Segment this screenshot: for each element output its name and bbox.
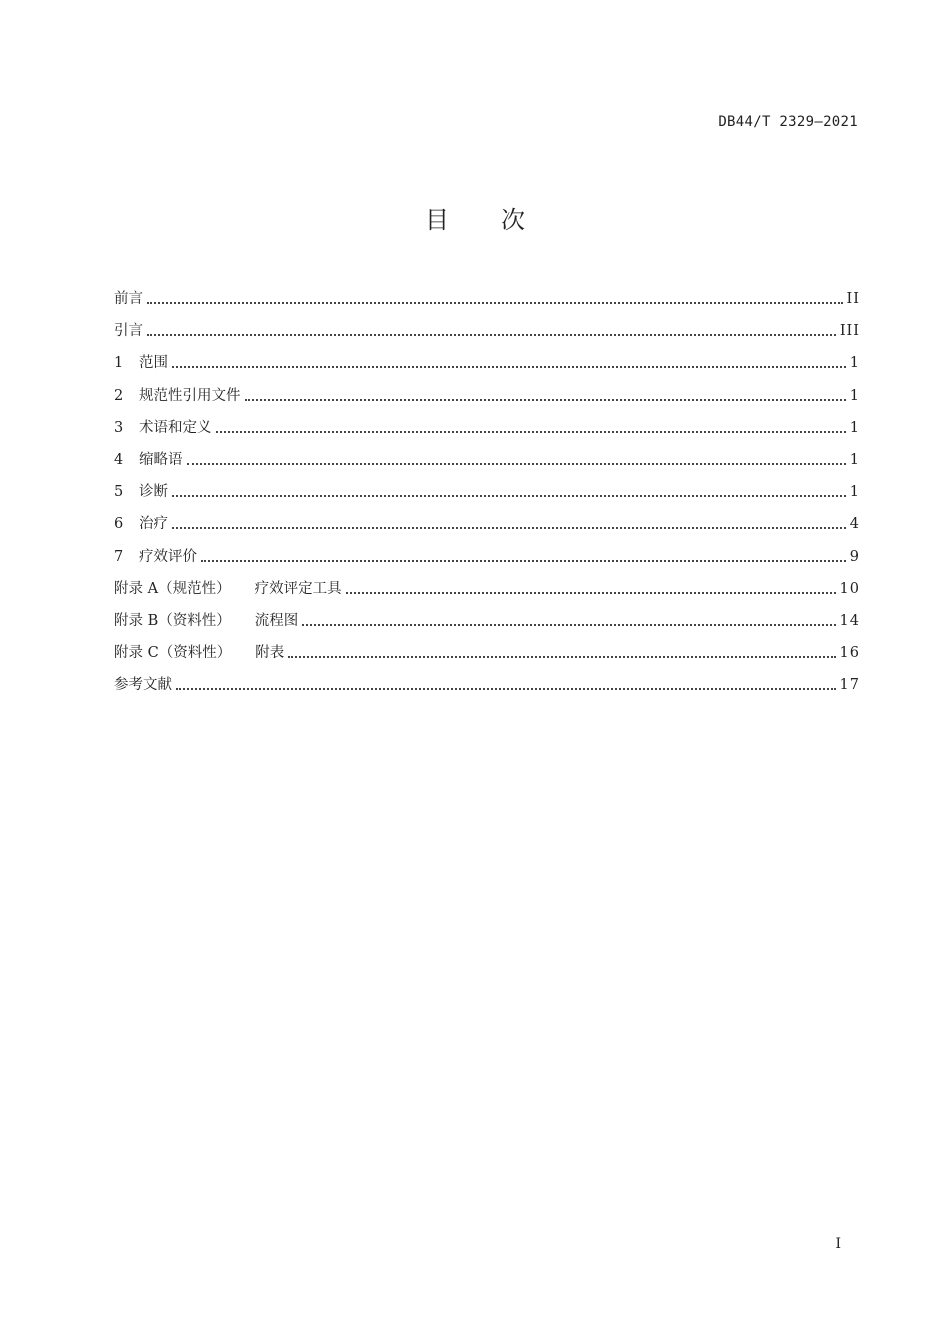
toc-entry-number: 3 bbox=[114, 419, 124, 436]
toc-leader-dots bbox=[147, 292, 843, 306]
toc-entry-label: 引言 bbox=[114, 323, 143, 340]
toc-entry-page: 16 bbox=[839, 645, 860, 662]
toc-entry-page: 1 bbox=[849, 419, 860, 436]
toc-entry-scope[interactable] bbox=[114, 347, 860, 379]
toc-leader-dots bbox=[216, 421, 846, 435]
toc-entry-page: 4 bbox=[849, 516, 860, 533]
toc-leader-dots bbox=[172, 356, 846, 370]
toc-entry-subtitle: 流程图 bbox=[254, 612, 299, 629]
toc-entry-label: 规范性引用文件 bbox=[139, 387, 241, 404]
toc-leader-dots bbox=[172, 485, 846, 499]
toc-title-char-1: 目 bbox=[425, 206, 449, 234]
toc-entry-label: 缩略语 bbox=[139, 451, 183, 468]
toc-entry-subtitle: 疗效评定工具 bbox=[254, 580, 342, 597]
toc-leader-dots bbox=[288, 646, 835, 660]
toc-entry-page: 1 bbox=[849, 355, 860, 372]
toc-entry-number: 7 bbox=[114, 548, 124, 565]
toc-entry-number: 2 bbox=[114, 387, 124, 404]
toc-entry-label: 范围 bbox=[139, 355, 168, 372]
toc-entry-number: 6 bbox=[114, 516, 124, 533]
toc-entry-page: 1 bbox=[849, 451, 860, 468]
toc-entry-label: 附录 C（资料性） bbox=[114, 645, 232, 662]
toc-entry-terms-definitions[interactable] bbox=[114, 412, 860, 444]
toc-entry-label: 前言 bbox=[114, 291, 143, 307]
toc-entry-label: 术语和定义 bbox=[139, 419, 212, 436]
standard-code: DB44/T 2329—2021 bbox=[718, 114, 858, 130]
toc-entry-number: 5 bbox=[114, 484, 124, 501]
toc-entry-appendix-a[interactable] bbox=[114, 573, 860, 605]
toc-entry-label: 治疗 bbox=[139, 516, 168, 533]
toc-entry-label: 诊断 bbox=[139, 484, 168, 501]
toc-entry-appendix-b[interactable] bbox=[114, 605, 860, 637]
table-of-contents bbox=[114, 283, 860, 701]
toc-entry-abbreviations[interactable] bbox=[114, 444, 860, 476]
toc-leader-dots bbox=[201, 550, 846, 564]
toc-leader-dots bbox=[245, 389, 846, 403]
toc-entry-appendix-c[interactable] bbox=[114, 637, 860, 669]
toc-entry-foreword[interactable] bbox=[114, 283, 860, 315]
toc-entry-efficacy-evaluation[interactable] bbox=[114, 541, 860, 573]
toc-entry-page: II bbox=[846, 291, 860, 307]
toc-entry-page: 1 bbox=[849, 387, 860, 404]
toc-entry-diagnosis[interactable] bbox=[114, 476, 860, 508]
toc-leader-dots bbox=[172, 517, 846, 531]
toc-entry-page: 14 bbox=[839, 612, 860, 629]
toc-leader-dots bbox=[187, 453, 846, 467]
toc-entry-subtitle: 附表 bbox=[255, 645, 285, 662]
toc-entry-number: 4 bbox=[114, 451, 124, 468]
toc-leader-dots bbox=[176, 678, 836, 692]
toc-entry-label: 附录 B（资料性） bbox=[114, 612, 231, 629]
toc-entry-label: 附录 A（规范性） bbox=[114, 580, 231, 597]
toc-entry-page: 1 bbox=[849, 484, 860, 501]
toc-leader-dots bbox=[346, 582, 836, 596]
toc-entry-normative-references[interactable] bbox=[114, 380, 860, 412]
toc-entry-treatment[interactable] bbox=[114, 508, 860, 540]
toc-entry-page: III bbox=[839, 323, 860, 340]
toc-leader-dots bbox=[147, 324, 836, 338]
toc-entry-bibliography[interactable] bbox=[114, 669, 860, 701]
page-number: I bbox=[835, 1236, 841, 1252]
toc-entry-number: 1 bbox=[114, 355, 124, 372]
toc-entry-page: 9 bbox=[849, 548, 860, 565]
toc-leader-dots bbox=[302, 614, 835, 628]
toc-entry-page: 10 bbox=[839, 580, 860, 597]
toc-title bbox=[0, 200, 950, 235]
toc-entry-label: 疗效评价 bbox=[139, 548, 197, 565]
toc-entry-introduction[interactable] bbox=[114, 315, 860, 347]
toc-entry-label: 参考文献 bbox=[114, 677, 172, 694]
toc-title-char-2: 次 bbox=[501, 206, 525, 234]
toc-entry-page: 17 bbox=[839, 677, 860, 694]
